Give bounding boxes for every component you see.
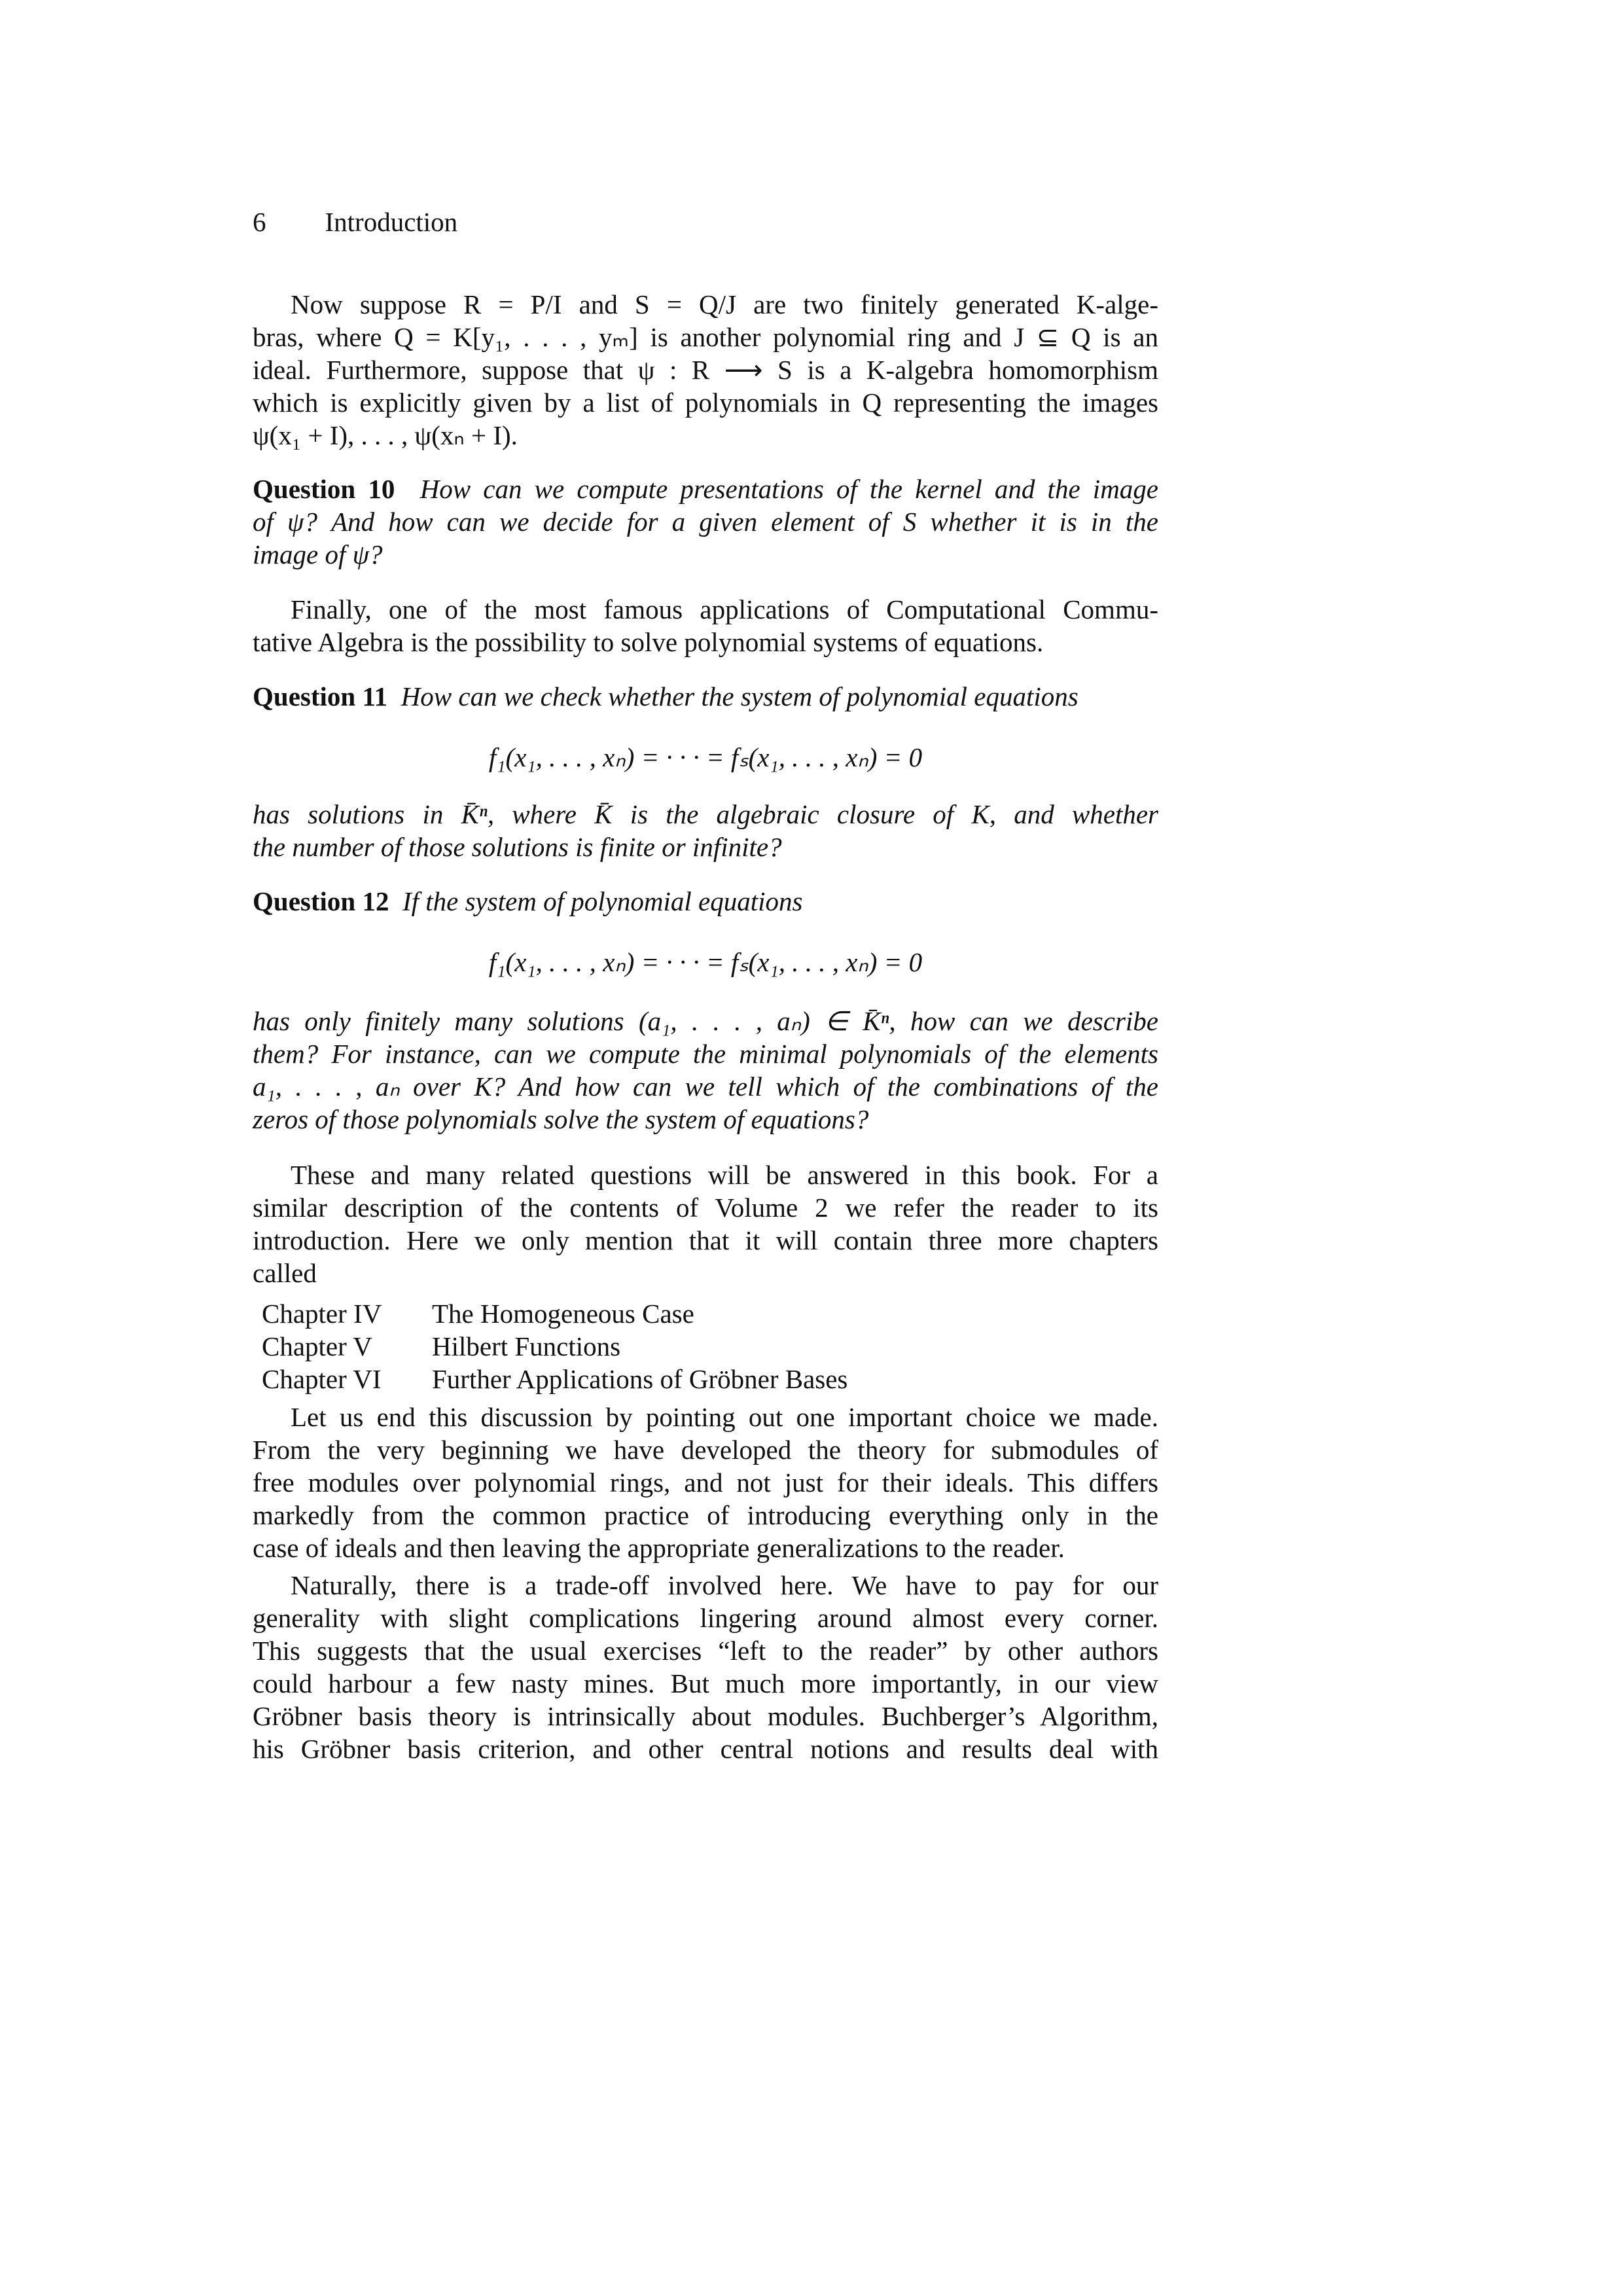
chapter-item — [253, 1330, 1158, 1363]
text-line: them? For instance, can we compute the minimal polynomials of the elements — [253, 1039, 1158, 1069]
text-line: These and many related questions will be answered in this book. For a — [291, 1160, 1158, 1190]
chapter-item — [253, 1363, 1158, 1395]
text-line: From the very beginning we have developed the theory for submodules of — [253, 1435, 1158, 1465]
chapter-list — [253, 1297, 1158, 1395]
chapter-title: The Homogeneous Case — [432, 1299, 694, 1329]
chapter-number: Chapter VI — [262, 1364, 382, 1394]
text-line: similar description of the contents of Volume 2 we refer the reader to its — [253, 1193, 1158, 1223]
paragraph-2 — [253, 593, 1158, 658]
chapter-number: Chapter V — [262, 1331, 372, 1361]
text-line: tative Algebra is the possibility to solve polynomial systems of equations. — [253, 627, 1044, 657]
text-line: introduction. Here we only mention that it will contain three more chapters — [253, 1225, 1158, 1255]
question-11 — [253, 680, 1158, 713]
page-number: 6 — [253, 207, 266, 237]
paragraph-4 — [253, 1401, 1158, 1564]
text-line: markedly from the common practice of introducing everything only in the — [253, 1500, 1158, 1530]
running-header — [253, 206, 516, 238]
text-line: generality with slight complications lingering around almost every corner. — [253, 1603, 1158, 1633]
text-line: ideal. Furthermore, suppose that ψ : R ⟶ S is a K-algebra homomorphism — [253, 355, 1158, 385]
text-line: ψ(x₁ + I), . . . , ψ(xₙ + I). — [253, 420, 518, 450]
question-label: Question 12 — [253, 886, 389, 916]
running-title: Introduction — [325, 207, 458, 237]
question-12-continued — [253, 1005, 1158, 1136]
text-line: This suggests that the usual exercises “left to the reader” by other authors — [253, 1636, 1158, 1666]
text-line: the number of those solutions is finite or infinite? — [253, 832, 782, 862]
question-11-continued — [253, 798, 1158, 863]
text-line: case of ideals and then leaving the appropriate generalizations to the reader. — [253, 1533, 1065, 1563]
question-label: Question 10 — [253, 474, 395, 504]
equation: f₁(x₁, . . . , xₙ) = · · · = fₛ(x₁, . . . , xₙ) = 0 — [488, 742, 923, 772]
text-line: Finally, one of the most famous applications of Computational Commu- — [291, 594, 1158, 624]
question-10 — [253, 473, 1158, 571]
text-line: If the system of polynomial equations — [402, 886, 803, 916]
text-line: of ψ? And how can we decide for a given element of S whether it is in the — [253, 507, 1158, 537]
chapter-title: Further Applications of Gröbner Bases — [432, 1364, 848, 1394]
text-line: could harbour a few nasty mines. But much more importantly, in our view — [253, 1668, 1158, 1698]
question-label: Question 11 — [253, 681, 388, 711]
chapter-item — [253, 1297, 1158, 1330]
paragraph-5 — [253, 1569, 1158, 1765]
equation: f₁(x₁, . . . , xₙ) = · · · = fₛ(x₁, . . . , xₙ) = 0 — [488, 947, 923, 977]
text-line: How can we compute presentations of the kernel and the image — [419, 474, 1158, 504]
text-line: free modules over polynomial rings, and not just for their ideals. This differs — [253, 1467, 1158, 1498]
text-line: has only finitely many solutions (a₁, . . . , aₙ) ∈ K̄ⁿ, how can we describe — [253, 1006, 1158, 1036]
chapter-number: Chapter IV — [262, 1299, 382, 1329]
text-line: called — [253, 1258, 317, 1288]
text-line: has solutions in K̄ⁿ, where K̄ is the algebraic closure of K, and whether — [253, 799, 1158, 829]
text-line: How can we check whether the system of polynomial equations — [401, 681, 1079, 711]
text-line: which is explicitly given by a list of polynomials in Q representing the images — [253, 387, 1158, 418]
text-line: Gröbner basis theory is intrinsically about modules. Buchberger’s Algorithm, — [253, 1701, 1158, 1731]
text-line: zeros of those polynomials solve the system of equations? — [253, 1104, 869, 1134]
chapter-title: Hilbert Functions — [432, 1331, 621, 1361]
equation-11 — [253, 741, 1158, 774]
text-line: Naturally, there is a trade-off involved here. We have to pay for our — [291, 1570, 1158, 1600]
text-line: Let us end this discussion by pointing out one important choice we made. — [291, 1402, 1158, 1432]
text-line: Now suppose R = P/I and S = Q/J are two finitely generated K-alge- — [291, 289, 1158, 319]
text-line: a₁, . . . , aₙ over K? And how can we tell which of the combinations of the — [253, 1071, 1158, 1102]
text-line: bras, where Q = K[y₁, . . . , yₘ] is another polynomial ring and J ⊆ Q is an — [253, 322, 1158, 352]
question-12 — [253, 885, 1158, 918]
text-line: image of ψ? — [253, 539, 383, 569]
text-line: his Gröbner basis criterion, and other central notions and results deal with — [253, 1734, 1158, 1764]
equation-12 — [253, 946, 1158, 978]
paragraph-3 — [253, 1158, 1158, 1289]
paragraph-1 — [253, 288, 1158, 452]
